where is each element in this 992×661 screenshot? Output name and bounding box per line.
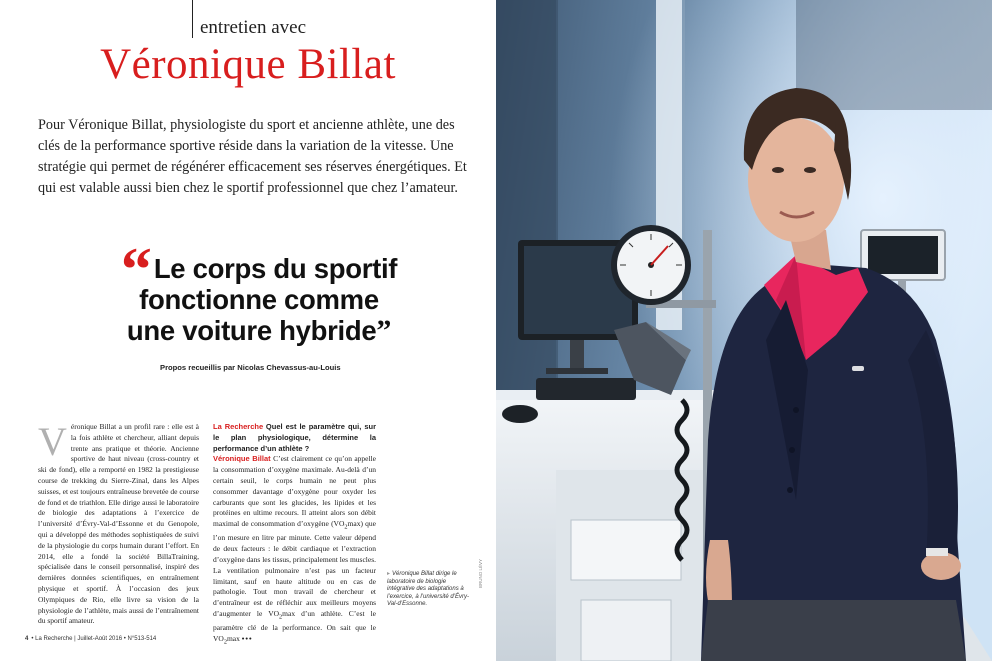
body-column-2 [213,422,376,648]
col1-text: éronique Billat a un profil rare : elle est à la fois athlète et chercheur, alliant depuis trente ans pratique et théorie. Ancienne sportive de haut niveau (cross-country et ski de fond), elle a remporté en 1982 la prestigieuse course de trekking du Sierre-Zinal, dans les Alpes suisses, et est toujours entraîneuse brevetée de course de fond et de triathlon. Elle dirige aussi le laboratoire de biologie des adaptations à l’exercice de l’université d’Évry-Val-d’Essonne et du Genopole, qui a développé des méthodes sophistiquées de suivi de la physiologie du corps humain durant l’effort. En 2014, elle a fondé la société BillaTraining, spécialisée dans le conseil personnalisé, inspiré des dernières données scientifiques, en entraînement physique et sportif. À l’occasion des jeux Olympiques de Rio, elle livre sa vision de la physiologie de l’athlète, mais aussi de l’entraînement du sportif amateur. [38,422,199,626]
open-quote-mark: “ [120,236,146,304]
quote-line-2: fonctionne comme [139,284,379,315]
portrait-photo [496,0,992,661]
answer-text-2: max) que l’on mesure en litre par minute. Cette valeur dépend de deux facteurs : le débit cardiaque et l’extraction d’oxygène dans les tissus, principalement les muscles. La ventilation pulmonaire n’est pas un facteur limitant, sauf en haute altitude ou en cas de pathologie. Tout mon travail de chercheur et d’entraîneur est de réfléchir aux meilleurs moyens d’augmenter le VO [213,519,377,619]
quote-line-1: Le corps du sportif [153,253,398,284]
answer-text-1: C’est clairement ce qu’on appelle la consommation d’oxygène maximale. Au-delà d’un certain seuil, le corps humain ne peut plus consommer davantage d’oxygène pour oxyder les carburants que sont les glucides, les lipides et les protéines en ultime recours. Il atteint alors son débit maximal de consommation d’oxygène (VO [213,454,377,529]
answer-text-4: max [226,634,240,644]
subscript-2b: 2 [279,613,283,621]
body-column-1 [38,419,199,627]
intro-paragraph: Pour Véronique Billat, physiologiste du sport et ancienne athlète, une des clés de la performance sportive réside dans la variation de la vitesse. Une stratégie qui permet de régénérer efficacement ses réserves énergétiques. Et qui est valable aussi bien chez le sportif professionnel que chez l’amateur. [38,117,467,196]
portrait-illustration [496,0,992,661]
caption-marker-icon: ▸ [387,571,391,577]
answer-label: Véronique Billat [213,454,271,464]
page-number: 4 [25,636,29,642]
section-kicker: entretien avec [200,17,307,38]
continued-marker: ••• [241,634,253,644]
pull-quote [94,236,424,347]
photo-caption [387,571,475,609]
interviewer-credit: Propos recueillis par Nicolas Chevassus-au-Louis [160,363,341,372]
interviewee-name-title: Véronique Billat [100,41,396,88]
quote-line-3: une voiture hybride [126,315,377,346]
close-quote-mark: ” [376,314,392,347]
drop-cap: V [38,419,67,464]
answer-text-3: max d’un athlète. C’est le paramètre clé de la performance. On sait que le VO [213,609,376,644]
photo-credit: BRUNO LÉVY [478,558,483,588]
footer-text: • La Recherche | Juillet-Août 2016 • N°513-514 [31,636,157,642]
question-label: La Recherche [213,422,264,431]
subscript-2: 2 [344,523,348,531]
caption-text: Véronique Billat dirige le laboratoire de biologie intégrative des adaptations à l’exercice, à l’université d’Évry-Val-d’Essonne. [387,571,470,608]
subscript-2c: 2 [223,638,227,646]
question-text: Quel est le paramètre qui, sur le plan physiologique, détermine la performance d’un athlète ? [213,422,376,453]
header-rule [192,0,193,38]
page-footer [25,636,156,642]
